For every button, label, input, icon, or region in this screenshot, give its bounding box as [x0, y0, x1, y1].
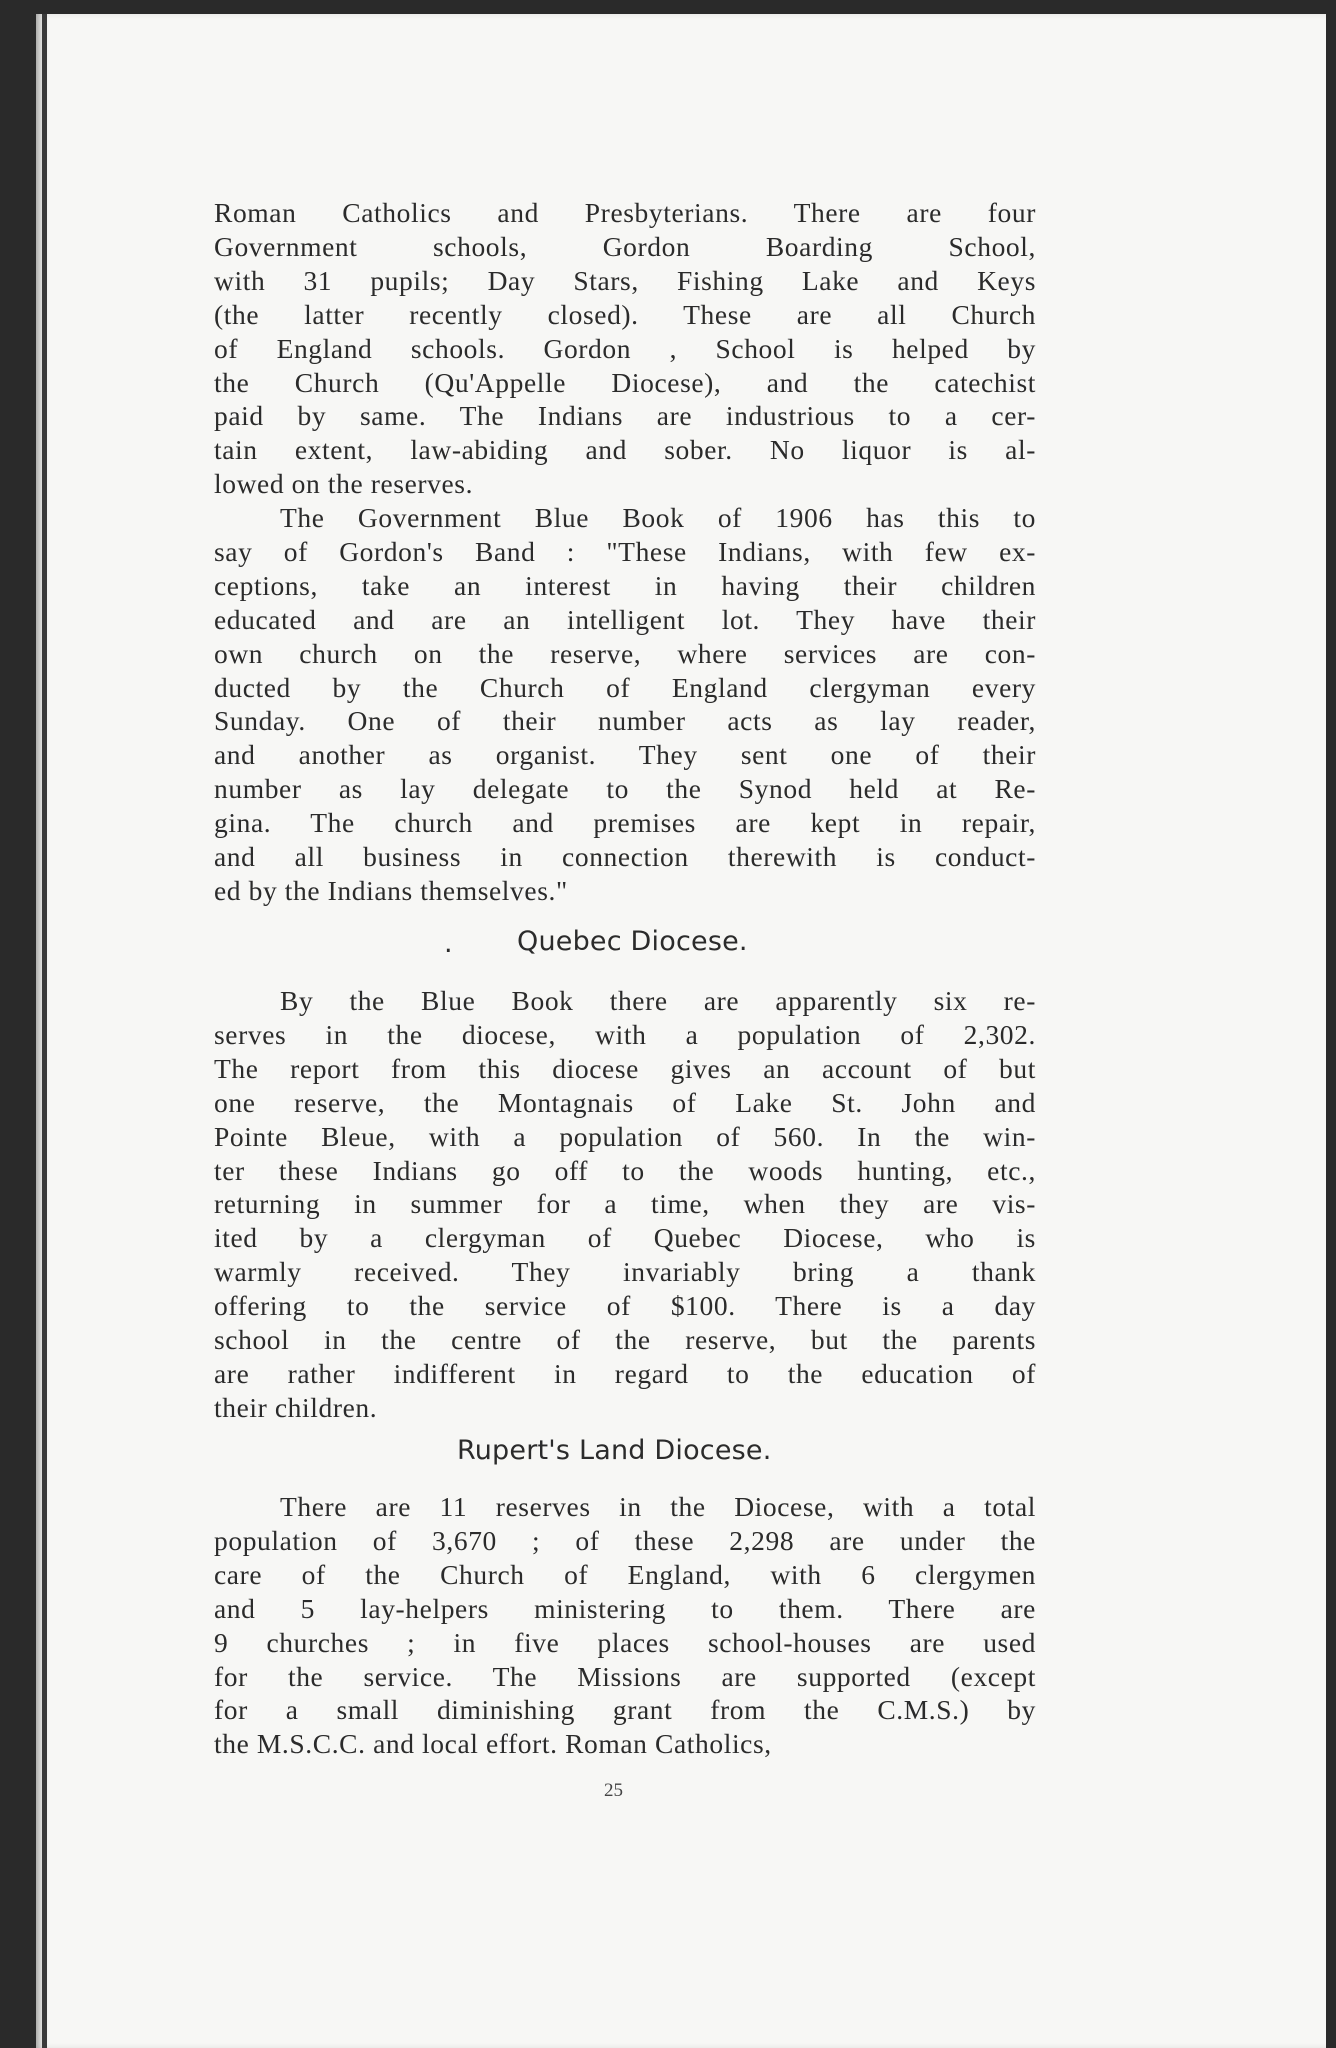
heading-quebec-mark: .: [444, 928, 453, 959]
text-line: ducted by the Church of England clergyman every: [214, 671, 1036, 703]
text-line: number as lay delegate to the Synod held at Re-: [214, 773, 1036, 805]
text-line: paid by same. The Indians are industrious to a cer-: [214, 400, 1036, 432]
text-line: say of Gordon's Band : "These Indians, with few ex-: [214, 535, 1036, 567]
paragraph-1: [214, 196, 1036, 501]
paragraph-3: [214, 984, 1036, 1425]
text-line: The Government Blue Book of 1906 has this to: [280, 502, 1036, 533]
text-line: returning in summer for a time, when they are vis-: [214, 1188, 1036, 1220]
text-line: ter these Indians go off to the woods hunting, etc.,: [214, 1154, 1036, 1186]
text-line: (the latter recently closed). These are all Church: [214, 298, 1036, 330]
text-line: ed by the Indians themselves.": [214, 874, 568, 906]
text-line: gina. The church and premises are kept in repair,: [214, 807, 1036, 839]
heading-ruperts-land-diocese: Rupert's Land Diocese.: [457, 1435, 772, 1466]
text-line: warmly received. They invariably bring a thank: [214, 1256, 1036, 1288]
text-line: lowed on the reserves.: [214, 468, 474, 500]
text-line: educated and are an intelligent lot. They have their: [214, 603, 1036, 635]
text-line: school in the centre of the reserve, but the parents: [214, 1324, 1036, 1356]
text-line: serves in the diocese, with a population of 2,302.: [214, 1018, 1036, 1050]
text-line: care of the Church of England, with 6 clergymen: [214, 1558, 1036, 1590]
text-line: population of 3,670 ; of these 2,298 are under the: [214, 1524, 1036, 1556]
text-line: Pointe Bleue, with a population of 560. In the win-: [214, 1120, 1036, 1152]
text-line: Sunday. One of their number acts as lay reader,: [214, 705, 1036, 737]
text-line: the M.S.C.C. and local effort. Roman Catholics,: [214, 1728, 772, 1760]
text-line: their children.: [214, 1391, 378, 1423]
heading-quebec-diocese: Quebec Diocese.: [517, 926, 748, 957]
text-line: Government schools, Gordon Boarding School,: [214, 230, 1036, 262]
page-number: 25: [604, 1780, 623, 1801]
text-line: By the Blue Book there are apparently six re-: [280, 985, 1036, 1016]
text-line: offering to the service of $100. There is a day: [214, 1290, 1036, 1322]
text-line: for a small diminishing grant from the C.M.S.) by: [214, 1694, 1036, 1726]
text-line: of England schools. Gordon , School is helped by: [214, 332, 1036, 364]
text-line: ited by a clergyman of Quebec Diocese, who is: [214, 1222, 1036, 1254]
text-line: and another as organist. They sent one of their: [214, 739, 1036, 771]
text-line: Roman Catholics and Presbyterians. There are four: [214, 197, 1036, 228]
text-line: and 5 lay-helpers ministering to them. There are: [214, 1592, 1036, 1624]
text-line: There are 11 reserves in the Diocese, with a total: [280, 1491, 1036, 1522]
text-line: The report from this diocese gives an account of but: [214, 1052, 1036, 1084]
text-line: with 31 pupils; Day Stars, Fishing Lake and Keys: [214, 264, 1036, 296]
text-line: for the service. The Missions are supported (except: [214, 1660, 1036, 1692]
binding-gutter: [42, 14, 47, 2048]
text-line: 9 churches ; in five places school-houses are used: [214, 1626, 1036, 1658]
paragraph-4: [214, 1490, 1036, 1761]
text-line: are rather indifferent in regard to the education of: [214, 1357, 1036, 1389]
text-line: one reserve, the Montagnais of Lake St. John and: [214, 1086, 1036, 1118]
paragraph-2: [214, 501, 1036, 908]
text-line: tain extent, law-abiding and sober. No liquor is al-: [214, 434, 1036, 466]
text-line: ceptions, take an interest in having their children: [214, 569, 1036, 601]
text-line: the Church (Qu'Appelle Diocese), and the catechist: [214, 366, 1036, 398]
text-line: and all business in connection therewith is conduct-: [214, 841, 1036, 873]
text-line: own church on the reserve, where services are con-: [214, 637, 1036, 669]
